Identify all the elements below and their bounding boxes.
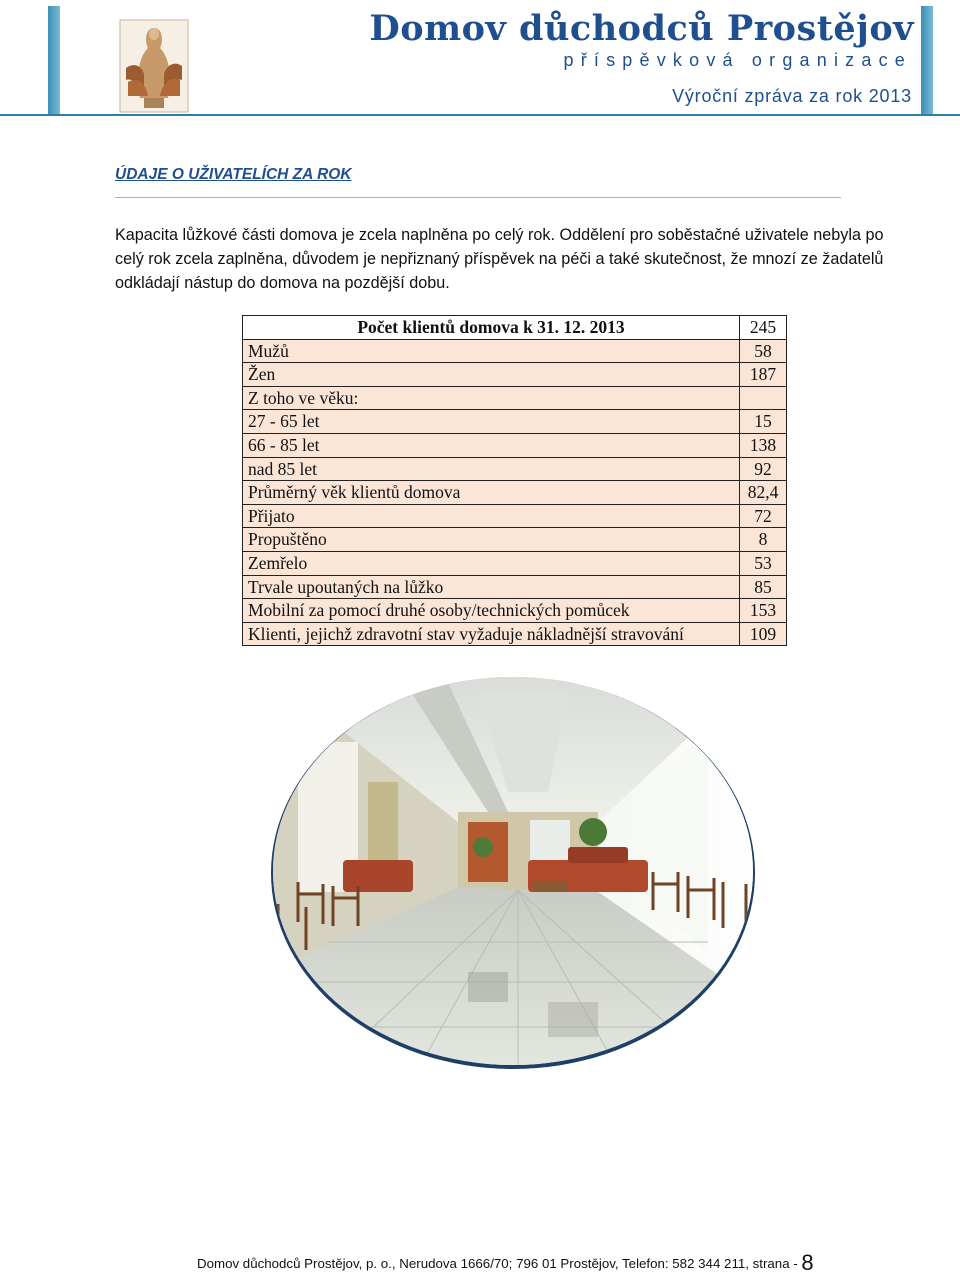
row-value: 53 <box>740 551 787 575</box>
row-value <box>740 386 787 410</box>
row-label: Mužů <box>243 339 740 363</box>
row-label: Přijato <box>243 504 740 528</box>
intro-paragraph: Kapacita lůžkové části domova je zcela naplněna po celý rok. Oddělení pro soběstačné uživatele nebyla po celý rok zcela zaplněna, důvodem je nepřiznaný příspěvek na péči a také skutečnost, že mnozí ze žadatelů odkládají nástup do domova na pozdější dobu. <box>115 226 884 292</box>
row-label: Mobilní za pomocí druhé osoby/technických pomůcek <box>243 599 740 623</box>
table-row <box>243 433 787 457</box>
row-label: Zemřelo <box>243 551 740 575</box>
row-value: 82,4 <box>740 481 787 505</box>
report-title: Výroční zpráva za rok 2013 <box>672 86 912 106</box>
row-value: 8 <box>740 528 787 552</box>
footer-contact-text: Domov důchodců Prostějov, p. o., Nerudova 1666/70; 796 01 Prostějov, Telefon: 582 344 211, strana - <box>197 1256 802 1271</box>
row-label: Trvale upoutaných na lůžko <box>243 575 740 599</box>
table-header-value: 245 <box>740 316 787 340</box>
table-row <box>243 363 787 387</box>
organization-subtitle: příspěvková organizace <box>563 50 912 70</box>
row-label: Žen <box>243 363 740 387</box>
table-row <box>243 622 787 646</box>
table-row <box>243 575 787 599</box>
row-value: 109 <box>740 622 787 646</box>
table-row <box>243 481 787 505</box>
row-label: 66 - 85 let <box>243 433 740 457</box>
row-value: 187 <box>740 363 787 387</box>
table-row <box>243 457 787 481</box>
row-label: Propuštěno <box>243 528 740 552</box>
row-value: 92 <box>740 457 787 481</box>
client-statistics-table <box>242 315 787 646</box>
table-row <box>243 410 787 434</box>
row-value: 85 <box>740 575 787 599</box>
table-row <box>243 339 787 363</box>
table-header-label: Počet klientů domova k 31. 12. 2013 <box>243 316 740 340</box>
row-value: 138 <box>740 433 787 457</box>
row-value: 15 <box>740 410 787 434</box>
organization-title: Domov důchodců Prostějov <box>369 8 914 49</box>
interior-hall-photo <box>268 672 758 1070</box>
logo-sculpture-icon <box>118 18 190 114</box>
table-row <box>243 528 787 552</box>
table-row <box>243 551 787 575</box>
page-footer <box>197 1250 814 1276</box>
row-label: 27 - 65 let <box>243 410 740 434</box>
table-row <box>243 386 787 410</box>
row-label: Průměrný věk klientů domova <box>243 481 740 505</box>
row-label: nad 85 let <box>243 457 740 481</box>
table-header-row <box>243 316 787 340</box>
row-value: 72 <box>740 504 787 528</box>
table-row <box>243 599 787 623</box>
row-value: 58 <box>740 339 787 363</box>
page-number: 8 <box>801 1250 814 1275</box>
row-value: 153 <box>740 599 787 623</box>
header-accent-bar-left <box>48 6 60 116</box>
header-divider <box>0 114 960 116</box>
table-row <box>243 504 787 528</box>
header-accent-bar-right <box>921 6 933 116</box>
section-divider <box>115 197 841 198</box>
row-label: Klienti, jejichž zdravotní stav vyžaduje nákladnější stravování <box>243 622 740 646</box>
row-label: Z toho ve věku: <box>243 386 740 410</box>
section-title: ÚDAJE O UŽIVATELÍCH ZA ROK <box>115 166 352 183</box>
